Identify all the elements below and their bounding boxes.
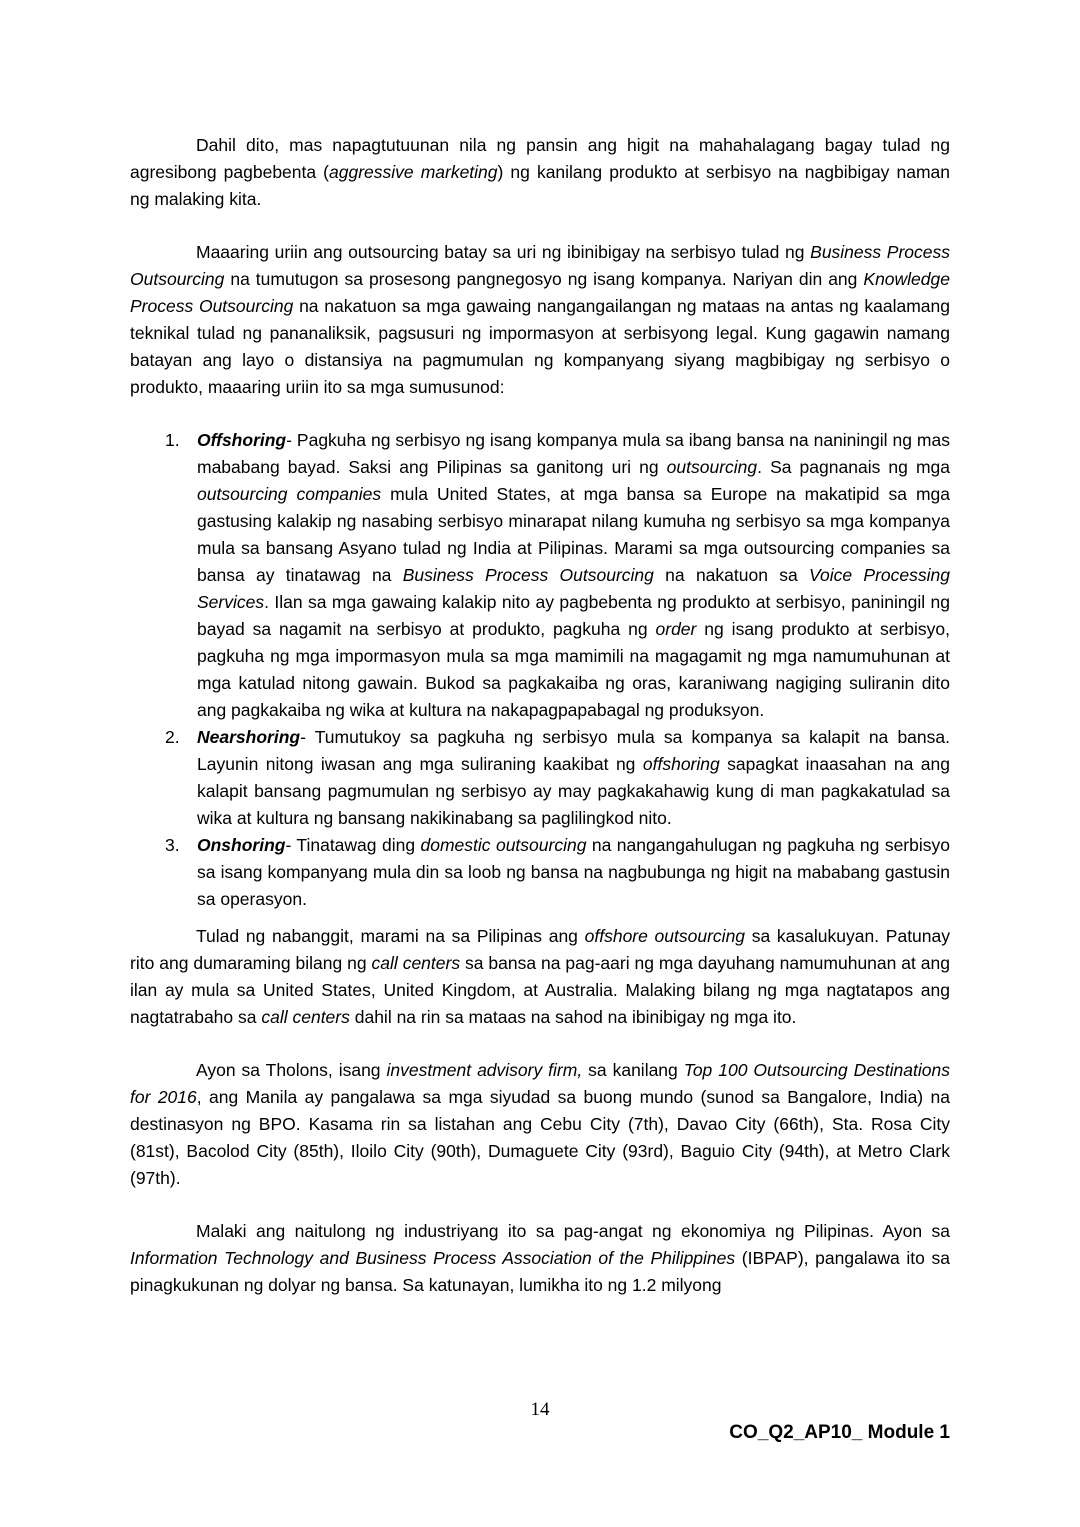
text-run: - Pagkuha ng serbisyo ng isang kompanya mula sa ibang bansa na naniningil ng mas mababang bayad. Saksi ang Pilipinas sa ganitong uri ng — [197, 430, 950, 477]
term-italic: Business Process Outsourcing — [402, 565, 654, 585]
term-italic: Information Technology and Business Process Association of the Philippines — [130, 1248, 736, 1268]
list-item — [130, 724, 950, 832]
list-item-number: 2. — [165, 727, 180, 747]
text-run: Malaki ang naitulong ng industriyang ito sa pag-angat ng ekonomiya ng Pilipinas. Ayon sa — [196, 1221, 950, 1241]
text-run: sa bansa na pag-aari ng mga dayuhang namumuhunan at ang ilan ay mula sa United States, United Kingdom, at Australia. Malaking bilang ng mga nagtatapos ang nagtatrabaho sa — [130, 953, 950, 1027]
term-bold-italic: Nearshoring — [197, 727, 301, 747]
term-bold-italic: Offshoring — [197, 430, 287, 450]
term-italic: outsourcing — [666, 457, 758, 477]
text-run: (IBPAP), pangalawa ito sa pinagkukunan ng dolyar ng bansa. Sa katunayan, lumikha ito ng 1.2 milyong — [130, 1248, 950, 1295]
term-italic: order — [655, 619, 697, 639]
text-run: sa kasalukuyan. Patunay rito ang dumaraming bilang ng — [130, 926, 951, 973]
paragraph — [130, 1218, 950, 1299]
module-footer-label: CO_Q2_AP10_ Module 1 — [729, 1422, 950, 1443]
paragraph — [130, 923, 950, 1031]
paragraph — [130, 132, 950, 213]
term-italic: investment advisory firm, — [386, 1060, 583, 1080]
term-italic: call centers — [261, 1007, 350, 1027]
page-footer — [130, 1399, 950, 1445]
text-run: ) ng kanilang produkto at serbisyo na nagbibigay naman ng malaking kita. — [130, 162, 950, 209]
text-run: , ang Manila ay pangalawa sa mga siyudad sa buong mundo (sunod sa Bangalore, India) na destinasyon ng BPO. Kasama rin sa listahan ang Cebu City (7th), Davao City (66th), Sta. Rosa City (81st), Bacolod City (85th), Iloilo City (90th), Dumaguete City (93rd), Baguio City (94th), at Metro Clark (97th). — [130, 1087, 950, 1188]
page-number: 14 — [530, 1399, 550, 1420]
text-run: - Tumutukoy sa pagkuha ng serbisyo mula sa kompanya sa kalapit na bansa. Layunin nitong iwasan ang mga suliraning kaakibat ng — [197, 727, 950, 774]
list-item-text — [197, 427, 950, 724]
term-italic: call centers — [371, 953, 461, 973]
paragraph — [130, 239, 950, 401]
term-italic: Top 100 Outsourcing Destinations for 2016 — [130, 1060, 950, 1107]
term-italic: Business Process Outsourcing — [130, 242, 950, 289]
text-run: Maaaring uriin ang outsourcing batay sa uri ng ibinibigay na serbisyo tulad ng — [196, 242, 811, 262]
term-italic: Knowledge Process Outsourcing — [130, 269, 950, 316]
text-run: . Sa pagnanais ng mga — [757, 457, 950, 477]
term-italic: outsourcing companies — [197, 484, 382, 504]
text-run: mula United States, at mga bansa sa Europe na makatipid sa mga gastusing kalakip ng nasabing serbisyo minarapat nilang kumuha ng serbisyo sa mga kompanya mula sa bansang Asyano tulad ng India at Pilipinas. Marami sa mga outsourcing companies sa bansa ay tinatawag na — [197, 484, 950, 585]
list-item-text — [197, 832, 950, 913]
term-italic: offshore outsourcing — [584, 926, 746, 946]
text-run: na tumutugon sa prosesong pangnegosyo ng isang kompanya. Nariyan din ang — [224, 269, 864, 289]
list-item-text — [197, 724, 950, 832]
term-bold-italic: Onshoring — [197, 835, 286, 855]
term-italic: domestic outsourcing — [420, 835, 587, 855]
list-item-number: 3. — [165, 835, 180, 855]
text-run: Tulad ng nabanggit, marami na sa Pilipinas ang — [196, 926, 585, 946]
list-item — [130, 832, 950, 913]
text-run: sa kanilang — [582, 1060, 684, 1080]
text-run: - Tinatawag ding — [285, 835, 421, 855]
text-run: na nangangahulugan ng pagkuha ng serbisyo sa isang kompanyang mula din sa loob ng bansa na nagbubunga ng higit na mababang gastusin sa operasyon. — [197, 835, 950, 909]
text-run: . Ilan sa mga gawaing kalakip nito ay pagbebenta ng produkto at serbisyo, paniningil ng bayad sa nagamit na serbisyo at produkto, pagkuha ng — [197, 592, 950, 639]
text-run: na nakatuon sa mga gawaing nangangailangan ng mataas na antas ng kaalamang teknikal tulad ng pananaliksik, pagsusuri ng impormasyon at serbisyong legal. Kung gagawin namang batayan ang layo o distansiya na pagmumulan ng kompanyang siyang magbibigay ng serbisyo o produkto, maaaring uriin ito sa mga sumusunod: — [130, 296, 950, 397]
text-run: sapagkat inaasahan na ang kalapit bansang pagmumulan ng serbisyo ay may pagkakahawig kung di man pagkakatulad sa wika at kultura ng bansang nakikinabang sa paglilingkod nito. — [197, 754, 950, 828]
term-italic: aggressive marketing — [329, 162, 498, 182]
term-italic: offshoring — [642, 754, 720, 774]
text-run: ng isang produkto at serbisyo, pagkuha ng mga impormasyon mula sa mga mamimili na magagamit ng mga namumuhunan at mga katulad nitong gawain. Bukod sa pagkakaiba ng oras, karaniwang nagiging suliranin dito ang pagkakaiba ng wika at kultura na nakapagpapabagal ng produksyon. — [197, 619, 951, 720]
list-item — [130, 427, 950, 724]
term-italic: Voice Processing Services — [197, 565, 951, 612]
list-item-number: 1. — [165, 430, 180, 450]
text-run: Dahil dito, mas napagtutuunan nila ng pansin ang higit na mahahalagang bagay tulad ng agresibong pagbebenta ( — [130, 135, 950, 182]
document-content — [130, 132, 950, 1325]
text-run: dahil na rin sa mataas na sahod na ibinibigay ng mga ito. — [349, 1007, 797, 1027]
text-run: na nakatuon sa — [653, 565, 810, 585]
text-run: Ayon sa Tholons, isang — [196, 1060, 387, 1080]
paragraph — [130, 1057, 950, 1192]
